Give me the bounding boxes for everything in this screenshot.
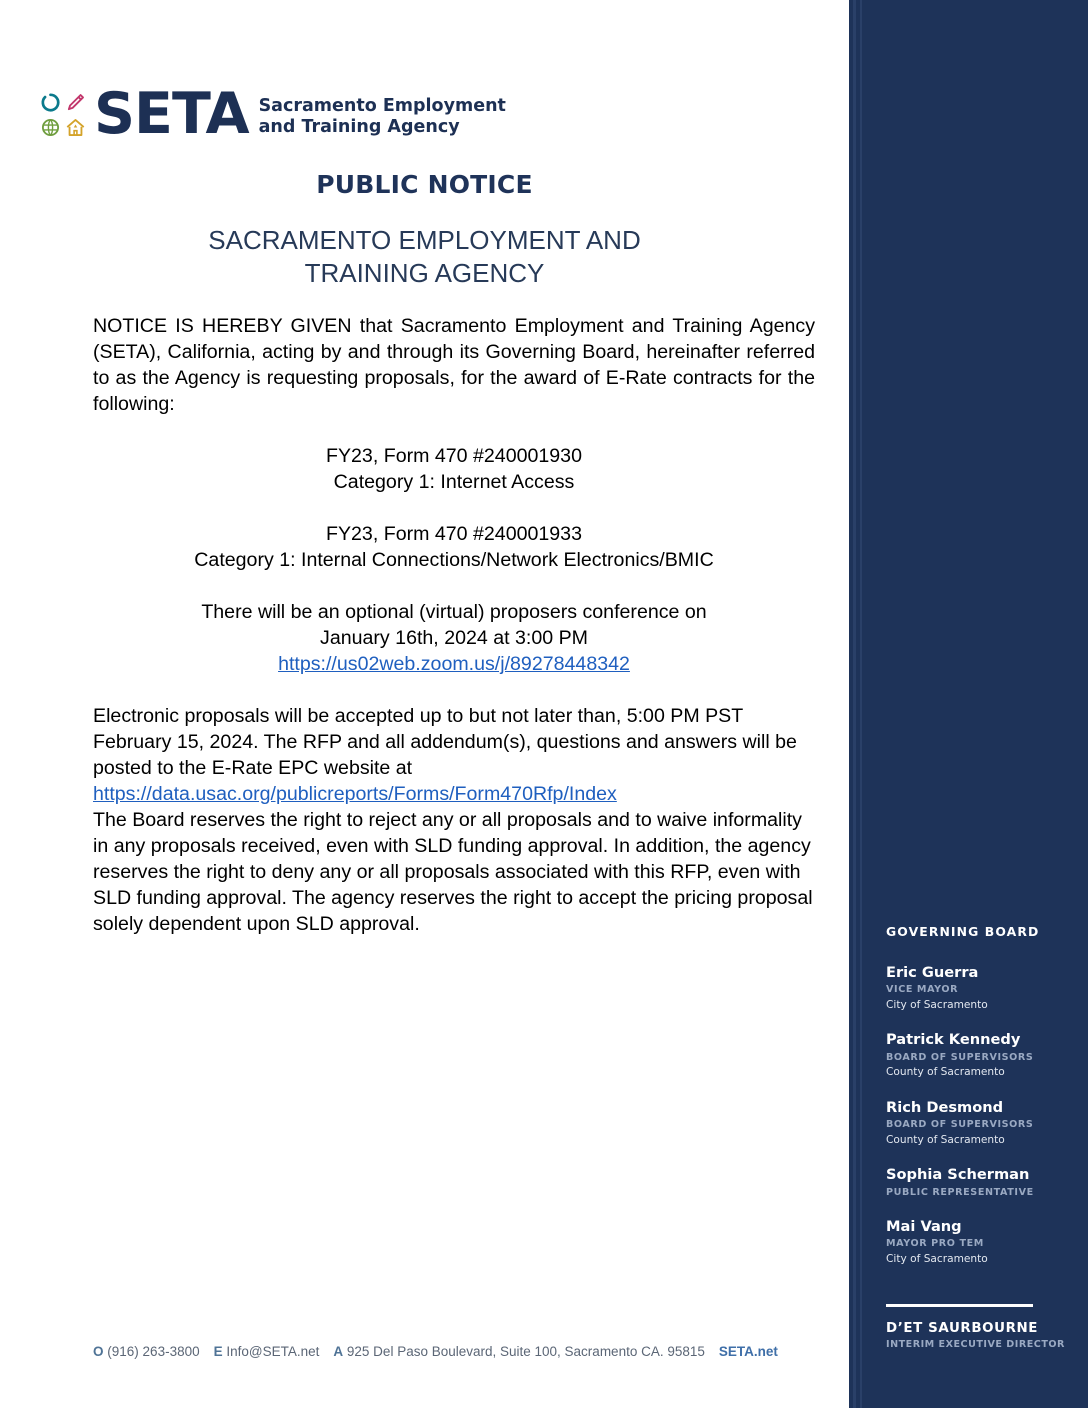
page-subtitle-line-2: TRAINING AGENCY [304, 258, 545, 288]
page-subtitle [0, 224, 849, 290]
board-member-name: Rich Desmond [886, 1098, 1004, 1116]
proposers-conference-block [93, 599, 815, 677]
globe-icon [38, 115, 63, 140]
footer-address-label: A [333, 1344, 344, 1359]
board-member [886, 964, 1081, 1013]
conference-line-1: There will be an optional (virtual) proposers conference on [201, 601, 707, 623]
notice-paragraph: NOTICE IS HEREBY GIVEN that Sacramento Employment and Training Agency (SETA), California, acting by and through its Governing Board, hereinafter referred to as the Agency is requesting proposals, for the award of E-Rate contracts for the following: [93, 315, 815, 415]
board-member-role: VICE MAYOR [886, 984, 959, 996]
conference-link-line [93, 651, 815, 677]
executive-divider [886, 1304, 1033, 1307]
conference-line-2: January 16th, 2024 at 3:00 PM [320, 627, 588, 649]
board-member-location: City of Sacramento [886, 998, 988, 1011]
pencil-icon [63, 90, 88, 115]
governing-board-heading: GOVERNING BOARD [886, 924, 1040, 939]
terms-paragraph-part-1: Electronic proposals will be accepted up to but not later than, 5:00 PM PST February 15, 2024. The RFP and all addendum(s), questions and answers will be posted to the E-Rate EPC website at [93, 705, 797, 779]
footer-phone-label: O [93, 1344, 104, 1359]
footer-address-group [333, 1344, 705, 1359]
logo-wordmark: SETA [94, 81, 249, 147]
form-2-category: Category 1: Internal Connections/Network Electronics/BMIC [194, 549, 714, 571]
board-member [886, 1218, 1081, 1267]
board-member-role: MAYOR PRO TEM [886, 1238, 984, 1250]
board-member-name: Patrick Kennedy [886, 1031, 1021, 1049]
executive-director-block [886, 1321, 1081, 1350]
board-member-role: BOARD OF SUPERVISORS [886, 1119, 1034, 1131]
logo-tagline-line-1: Sacramento Employment [258, 95, 506, 116]
board-member-location: County of Sacramento [886, 1133, 1005, 1146]
footer-address-value: 925 Del Paso Boulevard, Suite 100, Sacramento CA. 95815 [346, 1344, 705, 1359]
usac-epc-link[interactable]: https://data.usac.org/publicreports/Forms/Form470Rfp/Index [93, 783, 617, 805]
executive-director-name: D’ET SAURBOURNE [886, 1321, 1039, 1336]
form-1-number: FY23, Form 470 #240001930 [326, 445, 582, 467]
house-icon [63, 115, 88, 140]
form-2-number: FY23, Form 470 #240001933 [326, 523, 582, 545]
footer-website-link[interactable]: SETA.net [718, 1344, 778, 1359]
panel-accent-stripe-outer [853, 0, 856, 1408]
footer-email-label: E [213, 1344, 223, 1359]
logo-tagline [259, 92, 506, 137]
terms-paragraph-part-2: The Board reserves the right to reject any or all proposals and to waive informality in any proposals received, even with SLD funding approval. In addition, the agency reserves the right to deny any or all proposals associated with this RFP, even with SLD funding approval. The agency reserves the right to accept the pricing proposal solely dependent upon SLD approval. [93, 809, 813, 935]
board-member-location: City of Sacramento [886, 1252, 988, 1265]
page-subtitle-line-1: SACRAMENTO EMPLOYMENT AND [208, 225, 641, 255]
board-member-name: Sophia Scherman [886, 1166, 1030, 1184]
governing-board-member-list [886, 964, 1081, 1285]
footer-email-group [214, 1344, 320, 1359]
logo-tagline-line-2: and Training Agency [258, 116, 460, 137]
ring-icon [38, 90, 63, 115]
footer-phone-group [93, 1344, 200, 1359]
executive-director-role: INTERIM EXECUTIVE DIRECTOR [886, 1339, 1065, 1350]
panel-accent-stripe-inner [860, 0, 862, 1408]
notice-body [93, 313, 815, 937]
footer-phone-value: (916) 263-3800 [107, 1344, 200, 1359]
epc-link-line [93, 781, 815, 807]
footer-contact-bar [93, 1344, 823, 1359]
board-member-location: County of Sacramento [886, 1066, 1005, 1079]
board-member [886, 1166, 1081, 1200]
logo-icon-grid [38, 90, 88, 140]
board-member [886, 1031, 1081, 1080]
page-title: PUBLIC NOTICE [316, 170, 533, 199]
form-1-category: Category 1: Internet Access [333, 471, 575, 493]
board-member [886, 1099, 1081, 1148]
zoom-meeting-link[interactable]: https://us02web.zoom.us/j/89278448342 [278, 653, 630, 675]
board-member-role: BOARD OF SUPERVISORS [886, 1051, 1034, 1063]
terms-block [93, 703, 815, 937]
board-member-name: Mai Vang [886, 1217, 962, 1235]
footer-email-value[interactable]: Info@SETA.net [226, 1344, 320, 1359]
solicited-forms-block [93, 443, 815, 573]
board-member-name: Eric Guerra [886, 964, 979, 981]
seta-logo [38, 81, 506, 147]
forms-spacer [93, 495, 815, 521]
board-member-role: PUBLIC REPRESENTATIVE [886, 1186, 1034, 1198]
